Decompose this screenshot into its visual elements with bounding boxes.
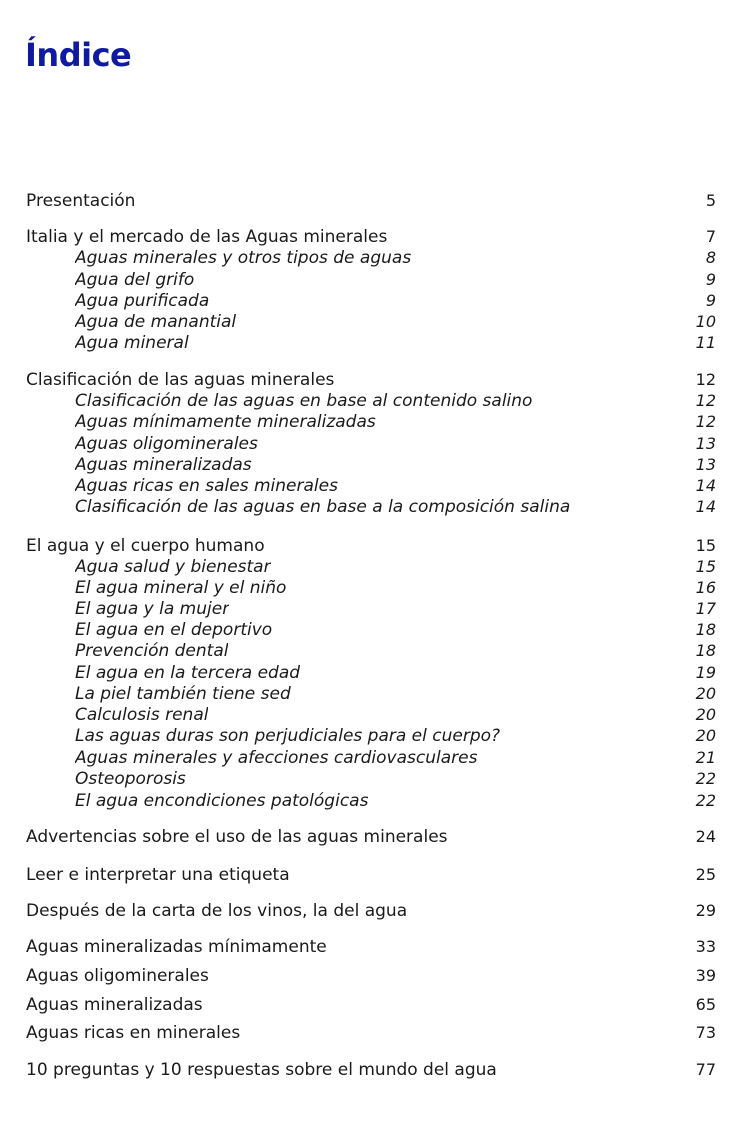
toc-entry-label: Aguas mineralizadas mínimamente <box>26 937 327 957</box>
toc-page-number: 10 <box>695 312 716 331</box>
toc-page-number: 20 <box>695 684 716 703</box>
toc-page-number: 22 <box>695 791 716 810</box>
toc-entry-label: Osteoporosis <box>75 769 186 789</box>
toc-entry-label: Aguas oligominerales <box>26 966 209 986</box>
toc-subentry <box>75 332 716 354</box>
toc-page-number: 33 <box>695 937 716 956</box>
toc-subentry <box>75 768 716 790</box>
toc-entry-label: Advertencias sobre el uso de las aguas minerales <box>26 827 448 847</box>
toc-entry-label: Leer e interpretar una etiqueta <box>26 865 290 885</box>
toc-entry-label: Aguas mineralizadas <box>26 995 203 1015</box>
toc-page-number: 18 <box>695 641 716 660</box>
toc-page-number: 25 <box>695 865 716 884</box>
toc-subentry <box>75 598 716 620</box>
toc-page-number: 22 <box>695 769 716 788</box>
page-title: Índice <box>25 36 132 74</box>
toc-page-number: 13 <box>695 455 716 474</box>
toc-entry-label: El agua y el cuerpo humano <box>26 536 265 556</box>
toc-entry <box>26 535 716 557</box>
toc-entry-label: 10 preguntas y 10 respuestas sobre el mundo del agua <box>26 1060 497 1080</box>
toc-entry-label: El agua encondiciones patológicas <box>75 791 369 811</box>
toc-entry-label: Después de la carta de los vinos, la del agua <box>26 901 408 921</box>
toc-page-number: 16 <box>695 578 716 597</box>
toc-subentry <box>75 390 716 412</box>
toc-subentry <box>75 683 716 705</box>
toc-entry <box>26 826 716 848</box>
toc-entry <box>26 864 716 886</box>
toc-entry-label: Clasificación de las aguas en base al contenido salino <box>75 391 533 411</box>
toc-page-number: 20 <box>695 726 716 745</box>
toc-subentry <box>75 311 716 333</box>
toc-page-number: 15 <box>695 557 716 576</box>
toc-subentry <box>75 704 716 726</box>
toc-entry-label: Agua salud y bienestar <box>75 557 271 577</box>
toc-page-number: 12 <box>695 412 716 431</box>
toc-subentry <box>75 747 716 769</box>
toc-entry-label: Agua del grifo <box>75 270 195 290</box>
toc-page-number: 19 <box>695 663 716 682</box>
toc-page-number: 8 <box>705 248 716 267</box>
toc-subentry <box>75 640 716 662</box>
toc-page-number: 65 <box>695 995 716 1014</box>
toc-entry-label: La piel también tiene sed <box>75 684 291 704</box>
toc-subentry <box>75 454 716 476</box>
toc-entry-label: Aguas oligominerales <box>75 434 258 454</box>
toc-entry-label: Calculosis renal <box>75 705 209 725</box>
toc-page-number: 21 <box>695 748 716 767</box>
toc-entry-label: El agua mineral y el niño <box>75 578 287 598</box>
toc-subentry <box>75 556 716 578</box>
toc-page-number: 29 <box>695 901 716 920</box>
toc-entry <box>26 369 716 391</box>
toc-entry-label: Clasificación de las aguas en base a la composición salina <box>75 497 571 517</box>
toc-entry-label: Aguas mínimamente mineralizadas <box>75 412 376 432</box>
toc-entry-label: Las aguas duras son perjudiciales para el cuerpo? <box>75 726 501 746</box>
toc-entry <box>26 900 716 922</box>
toc-page-number: 17 <box>695 599 716 618</box>
toc-page-number: 12 <box>695 391 716 410</box>
toc-subentry <box>75 475 716 497</box>
toc-entry-label: El agua en el deportivo <box>75 620 273 640</box>
toc-page-number: 15 <box>695 536 716 555</box>
toc-entry <box>26 1059 716 1081</box>
toc-page-number: 20 <box>695 705 716 724</box>
toc-subentry <box>75 269 716 291</box>
toc-entry-label: Agua de manantial <box>75 312 237 332</box>
toc-entry <box>26 994 716 1016</box>
toc-entry <box>26 1022 716 1044</box>
toc-subentry <box>75 577 716 599</box>
toc-entry-label: Aguas minerales y otros tipos de aguas <box>75 248 412 268</box>
toc-entry <box>26 226 716 248</box>
toc-page-number: 77 <box>695 1060 716 1079</box>
toc-entry-label: Aguas minerales y afecciones cardiovasculares <box>75 748 478 768</box>
toc-entry-label: El agua y la mujer <box>75 599 230 619</box>
toc-page-number: 11 <box>695 333 716 352</box>
toc-entry-label: Aguas ricas en minerales <box>26 1023 241 1043</box>
toc-page-number: 12 <box>695 370 716 389</box>
toc-entry-label: Agua mineral <box>75 333 189 353</box>
toc-page-number: 18 <box>695 620 716 639</box>
toc-page-number: 9 <box>705 270 716 289</box>
toc-entry <box>26 190 716 212</box>
toc-page-number: 24 <box>695 827 716 846</box>
toc-subentry <box>75 433 716 455</box>
toc-entry <box>26 936 716 958</box>
toc-page-number: 14 <box>695 497 716 516</box>
toc-entry-label: Agua purificada <box>75 291 210 311</box>
toc-page-number: 5 <box>705 191 716 210</box>
toc-entry-label: Aguas mineralizadas <box>75 455 252 475</box>
toc-entry-label: Italia y el mercado de las Aguas minerales <box>26 227 388 247</box>
toc-subentry <box>75 411 716 433</box>
toc-subentry <box>75 662 716 684</box>
toc-entry-label: Aguas ricas en sales minerales <box>75 476 338 496</box>
toc-subentry <box>75 496 716 518</box>
toc-page-number: 13 <box>695 434 716 453</box>
toc-page-number: 39 <box>695 966 716 985</box>
toc-entry-label: Clasificación de las aguas minerales <box>26 370 335 390</box>
toc-page-number: 14 <box>695 476 716 495</box>
toc-page-number: 9 <box>705 291 716 310</box>
toc-page-number: 73 <box>695 1023 716 1042</box>
toc-subentry <box>75 247 716 269</box>
toc-subentry <box>75 290 716 312</box>
toc-entry-label: Prevención dental <box>75 641 229 661</box>
toc-subentry <box>75 619 716 641</box>
toc-entry-label: Presentación <box>26 191 136 211</box>
toc-page-number: 7 <box>705 227 716 246</box>
toc-subentry <box>75 790 716 812</box>
toc-entry <box>26 965 716 987</box>
toc-subentry <box>75 725 716 747</box>
toc-entry-label: El agua en la tercera edad <box>75 663 301 683</box>
